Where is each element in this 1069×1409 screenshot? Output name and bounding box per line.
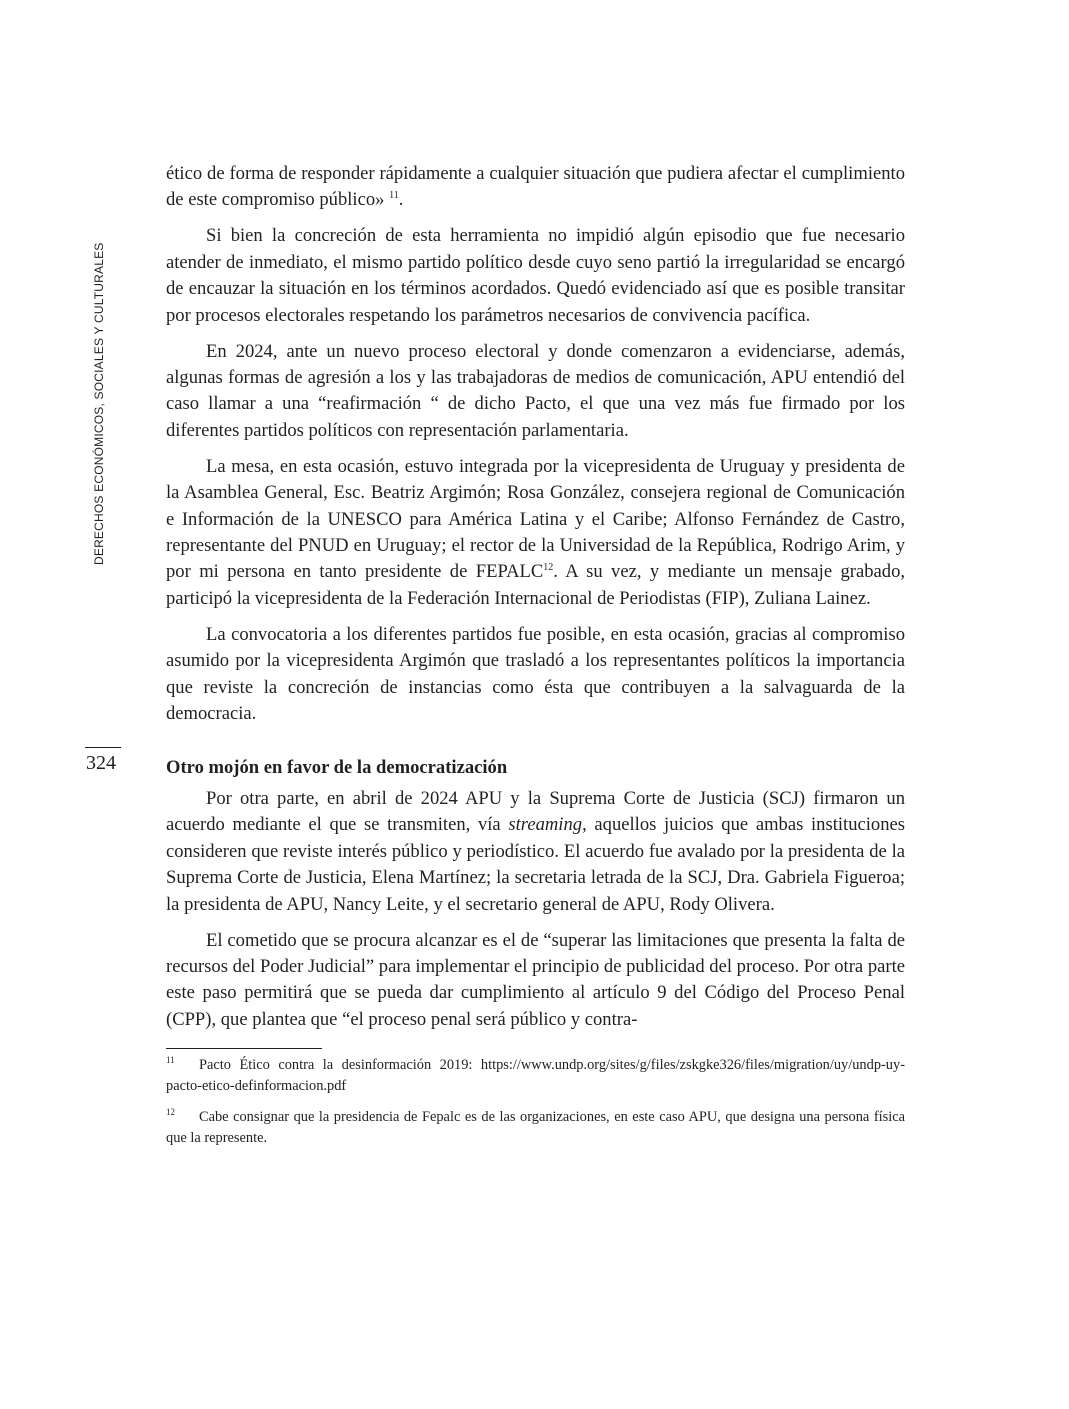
paragraph-3: En 2024, ante un nuevo proceso electoral y donde comenzaron a evidenciarse, además, algunas formas de agresión a los y las trabajadoras de medios de comunicación, APU entendió del caso llamar a una “reafirmación “ de dicho Pacto, el que una vez más fue firmado por los diferentes partidos políticos con representación parlamentaria. [166, 340, 905, 441]
footnote-11: 11 Pacto Ético contra la desinformación 2019: https://www.undp.org/sites/g/files/zskgke326/files/migration/uy/undp-uy-pacto-etico-definformacion.pdf [166, 1055, 905, 1095]
footnote-rule [166, 1048, 322, 1049]
footnote-ref-11: 11 [389, 190, 399, 202]
running-head: DERECHOS ECONÓMICOS, SOCIALES Y CULTURALES [92, 242, 106, 565]
paragraph-4-text: La mesa, en esta ocasión, estuvo integrada por la vicepresidenta de Uruguay y presidenta de la Asamblea General, Esc. Beatriz Argimón; Rosa González, consejera regional de Comunicación e Información de la UNESCO para América Latina y el Caribe; Alfonso Fernández de Castro, representante del PNUD en Uruguay; el rector de la Universidad de la República, Rodrigo Arim, y por mi persona en tanto presidente de FEPALC [166, 455, 905, 583]
footnote-12-text: Cabe consignar que la presidencia de Fepalc es de las organizaciones, en este caso APU, que designa una persona física que la represente. [166, 1108, 905, 1146]
paragraph-5: La convocatoria a los diferentes partidos fue posible, en esta ocasión, gracias al compromiso asumido por la vicepresidenta Argimón que trasladó a los representantes políticos la importancia que reviste la concreción de instancias como ésta que contribuyen a la salvaguarda de la democracia. [166, 623, 905, 725]
page-number-rule [85, 747, 121, 748]
footnote-11-text: Pacto Ético contra la desinformación 2019: https://www.undp.org/sites/g/files/zskgke326/files/migration/uy/undp-uy-pacto-etico-definformacion.pdf [166, 1057, 905, 1095]
footnote-12: 12 Cabe consignar que la presidencia de Fepalc es de las organizaciones, en este caso APU, que designa una persona física que la represente. [166, 1106, 905, 1146]
body-text [166, 161, 905, 1158]
section-heading: Otro mojón en favor de la democratización [166, 756, 508, 778]
paragraph-1-tail: . [398, 189, 404, 211]
paragraph-4 [166, 454, 905, 612]
paragraph-7: El cometido que se procura alcanzar es el de “superar las limitaciones que presenta la falta de recursos del Poder Judicial” para implementar el principio de publicidad del proceso. Por otra parte este paso permitirá que se pueda dar cumplimiento al artículo 9 del Código del Proceso Penal (CPP), que plantea que “el proceso penal será público y contra- [166, 929, 905, 1030]
paragraph-6-tail: , aquellos juicios que ambas instituciones consideren que reviste interés público y periodístico. El acuerdo fue avalado por la presidenta de la Suprema Corte de Justicia, Elena Martínez; la secretaria letrada de la SCJ, Dra. Gabriela Figueroa; la presidenta de APU, Nancy Leite, y el secretario general de APU, Rody Olivera. [166, 814, 906, 915]
paragraph-1 [166, 161, 905, 214]
footnote-ref-12: 12 [543, 562, 554, 574]
paragraph-6-text: Por otra parte, en abril de 2024 APU y la Suprema Corte de Justicia (SCJ) firmaron un acuerdo mediante el que se transmiten, vía [166, 787, 905, 836]
paragraph-6-emphasis: streaming [508, 814, 583, 836]
paragraph-1-text: ético de forma de responder rápidamente a cualquier situación que pudiera afectar el cumplimiento de este compromiso público» [166, 163, 905, 211]
paragraph-4-tail: . A su vez, y mediante un mensaje grabado, participó la vicepresidenta de la Federación Internacional de Periodistas (FIP), Zuliana Lainez. [166, 561, 906, 609]
paragraph-6 [166, 786, 905, 918]
paragraph-2: Si bien la concreción de esta herramienta no impidió algún episodio que fue necesario atender de inmediato, el mismo partido político desde cuyo seno partió la irregularidad se encargó de encauzar la situación en los términos acordados. Quedó evidenciado así que es posible transitar por procesos electorales respetando los parámetros necesarios de convivencia pacífica. [166, 225, 905, 326]
page-number: 324 [86, 752, 116, 774]
